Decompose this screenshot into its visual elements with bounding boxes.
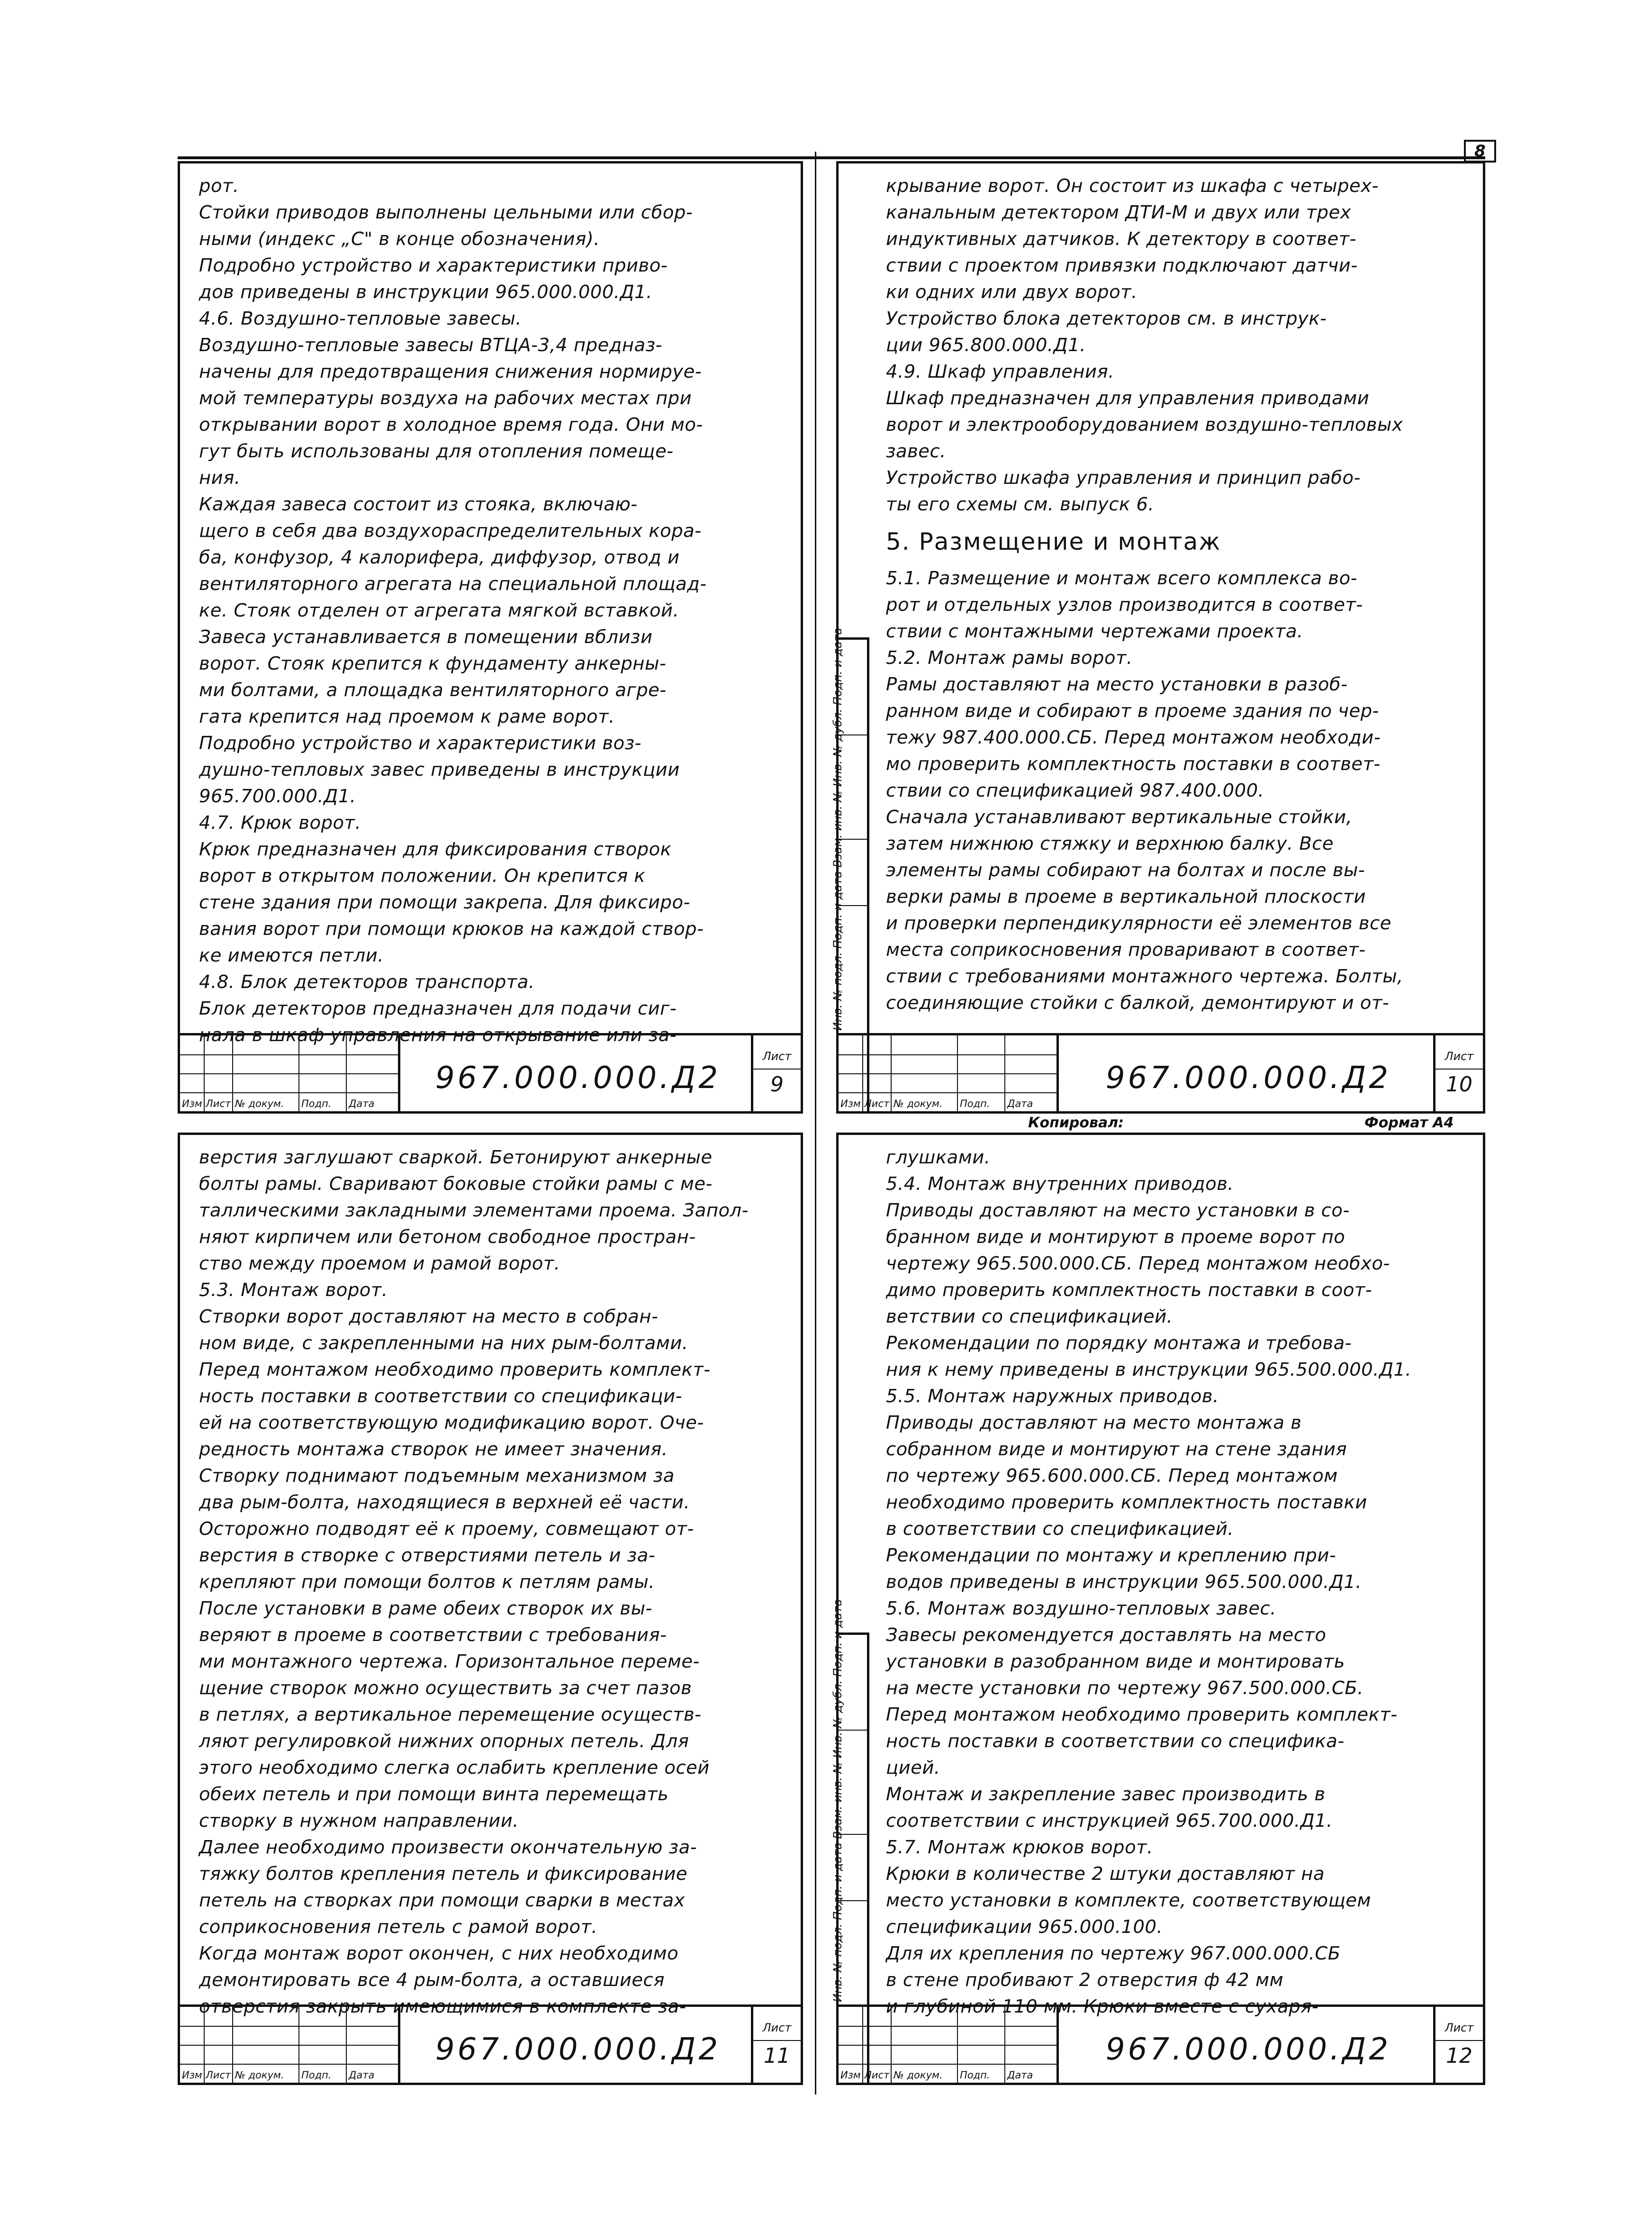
sheet-number: 12 xyxy=(1446,2044,1472,2068)
text-line: ность поставки в соответствии со спецификаци- xyxy=(199,1386,682,1407)
text-line: димо проверить комплектность поставки в соот- xyxy=(886,1279,1372,1301)
text-line: соприкосновения петель с рамой ворот. xyxy=(199,1916,598,1938)
text-line: Воздушно-тепловые завесы ВТЦА-3,4 предназ- xyxy=(199,335,662,356)
stamp-label-list: Лист xyxy=(206,1098,231,1109)
text-line: Рекомендации по монтажу и креплению при- xyxy=(886,1545,1336,1566)
text-line: в соответствии со спецификацией. xyxy=(886,1518,1234,1540)
text-line: этого необходимо слегка ослабить крепление осей xyxy=(199,1757,710,1778)
sheet-box xyxy=(1433,1035,1483,1111)
text-line: нала в шкаф управления на открывание или за- xyxy=(199,1025,677,1046)
text-line: ния. xyxy=(199,467,241,489)
text-line: ство между проемом и рамой ворот. xyxy=(199,1253,560,1274)
text-line: 965.700.000.Д1. xyxy=(199,786,356,807)
text-line: индуктивных датчиков. К детектору в соответ- xyxy=(886,228,1356,250)
text-line: Подробно устройство и характеристики приво- xyxy=(199,255,668,276)
text-line: и глубиной 110 мм. Крюки вместе с сухаря- xyxy=(886,1996,1319,2017)
text-line: элементы рамы собирают на болтах и после вы- xyxy=(886,860,1365,881)
text-line: Далее необходимо произвести окончательную за- xyxy=(199,1837,697,1858)
text-line: в петлях, а вертикальное перемещение осуществ- xyxy=(199,1704,702,1725)
text-line: 5.6. Монтаж воздушно-тепловых завес. xyxy=(886,1598,1276,1619)
text-line: 4.7. Крюк ворот. xyxy=(199,812,361,834)
sheet-label: Лист xyxy=(753,2021,801,2041)
stamp-label-sign: Подп. xyxy=(301,2069,332,2081)
text-line: обеих петель и при помощи винта перемещать xyxy=(199,1784,669,1805)
text-line: После установки в раме обеих створок их вы- xyxy=(199,1598,652,1619)
text-line: 5.5. Монтаж наружных приводов. xyxy=(886,1386,1219,1407)
stamp-label-sign: Подп. xyxy=(960,1098,990,1109)
stamp-label-date: Дата xyxy=(349,2069,375,2081)
text-line: в стене пробивают 2 отверстия ф 42 мм xyxy=(886,1969,1284,1991)
text-line: Перед монтажом необходимо проверить комплект- xyxy=(199,1359,711,1380)
text-line: Створки ворот доставляют на место в собран- xyxy=(199,1306,659,1327)
text-line: 4.6. Воздушно-тепловые завесы. xyxy=(199,308,522,329)
page-text xyxy=(199,1144,786,2017)
stamp-label-list: Лист xyxy=(864,1098,890,1109)
revision-grid xyxy=(839,1035,1059,1111)
text-line: канальным детектором ДТИ-М и двух или трех xyxy=(886,202,1352,223)
text-line: цией. xyxy=(886,1757,940,1778)
text-line: гата крепится над проемом к раме ворот. xyxy=(199,706,615,727)
sheet-box xyxy=(751,2007,801,2083)
text-line: Устройство блока детекторов см. в инструк- xyxy=(886,308,1327,329)
text-line: и проверки перпендикулярности её элементов все xyxy=(886,913,1391,934)
text-line: мо проверить комплектность поставки в соответ- xyxy=(886,753,1381,775)
document-number: 967.000.000.Д2 xyxy=(435,1061,721,1096)
text-line: ствии со спецификацией 987.400.000. xyxy=(886,780,1264,801)
text-line: верстия заглушают сваркой. Бетонируют анкерные xyxy=(199,1147,713,1168)
text-line: Монтаж и закрепление завес производить в xyxy=(886,1784,1326,1805)
text-line: гут быть использованы для отопления помеще- xyxy=(199,441,674,462)
text-line: 4.8. Блок детекторов транспорта. xyxy=(199,971,535,993)
page-sheet-9 xyxy=(178,161,803,1114)
text-line: ветствии со спецификацией. xyxy=(886,1306,1173,1327)
stamp-label-doc: № докум. xyxy=(235,1098,284,1109)
sheet-label: Лист xyxy=(1435,2021,1483,2041)
section-heading: 5. Размещение и монтаж xyxy=(886,528,1221,555)
text-line: стене здания при помощи закрепа. Для фиксиро- xyxy=(199,892,690,913)
sheet-label: Лист xyxy=(1435,1050,1483,1070)
sheet-number: 9 xyxy=(770,1072,784,1097)
text-line: створку в нужном направлении. xyxy=(199,1810,519,1832)
text-line: няют кирпичем или бетоном свободное простран- xyxy=(199,1226,696,1248)
text-line: щение створок можно осуществить за счет пазов xyxy=(199,1678,692,1699)
stamp-label-doc: № докум. xyxy=(894,1098,943,1109)
text-line: крепляют при помощи болтов к петлям рамы. xyxy=(199,1571,655,1593)
text-line: 5.4. Монтаж внутренних приводов. xyxy=(886,1173,1234,1195)
text-line: 5.2. Монтаж рамы ворот. xyxy=(886,647,1133,669)
center-divider xyxy=(815,152,816,2095)
stamp-label-sign: Подп. xyxy=(301,1098,332,1109)
text-line: Стойки приводов выполнены цельными или сбор- xyxy=(199,202,693,223)
text-line: рот. xyxy=(199,175,239,197)
text-line: верки рамы в проеме в вертикальной плоскости xyxy=(886,886,1366,907)
text-line: Перед монтажом необходимо проверить комплект- xyxy=(886,1704,1398,1725)
text-line: ными (индекс „С" в конце обозначения). xyxy=(199,228,600,250)
stamp-label-date: Дата xyxy=(1007,1098,1033,1109)
revision-grid xyxy=(180,2007,400,2083)
text-line: необходимо проверить комплектность поставки xyxy=(886,1492,1367,1513)
text-line: Крюки в количестве 2 штуки доставляют на xyxy=(886,1863,1325,1885)
document-number: 967.000.000.Д2 xyxy=(1105,2032,1391,2067)
text-line: ворот в открытом положении. Он крепится к xyxy=(199,865,646,887)
text-line: Приводы доставляют на место монтажа в xyxy=(886,1412,1302,1433)
stamp-labels xyxy=(180,2065,398,2081)
stamp-label-list: Лист xyxy=(206,2069,231,2081)
top-border-line xyxy=(178,156,1485,159)
text-line: таллическими закладными элементами проема. Запол- xyxy=(199,1200,749,1221)
text-line: ей на соответствующую модификацию ворот. Оче- xyxy=(199,1412,704,1433)
text-line: ке имеются петли. xyxy=(199,945,384,966)
stamp-label-doc: № докум. xyxy=(894,2069,943,2081)
text-line: ворот и электрооборудованием воздушно-тепловых xyxy=(886,414,1403,435)
text-line: Рамы доставляют на место установки в разоб- xyxy=(886,674,1348,695)
text-line: вентиляторного агрегата на специальной площад- xyxy=(199,573,707,595)
text-line: соответствии с инструкцией 965.700.000.Д1. xyxy=(886,1810,1333,1832)
text-line: водов приведены в инструкции 965.500.000.Д1. xyxy=(886,1571,1362,1593)
corner-page-number: 8 xyxy=(1464,140,1496,163)
stamp-label-izm: Изм xyxy=(840,1098,861,1109)
text-line: Блок детекторов предназначен для подачи сиг- xyxy=(199,998,677,1019)
text-line: петель на створках при помощи сварки в местах xyxy=(199,1890,685,1911)
page-sheet-11 xyxy=(178,1133,803,2085)
text-line: ке. Стояк отделен от агрегата мягкой вставкой. xyxy=(199,600,679,621)
text-line: ном виде, с закрепленными на них рым-болтами. xyxy=(199,1333,688,1354)
text-line: Подробно устройство и характеристики воз- xyxy=(199,733,642,754)
sheet-box xyxy=(751,1035,801,1111)
text-line: Когда монтаж ворот окончен, с них необходимо xyxy=(199,1943,679,1964)
revision-grid xyxy=(180,1035,400,1111)
text-line: тежу 987.400.000.СБ. Перед монтажом необходи- xyxy=(886,727,1381,748)
text-line: два рым-болта, находящиеся в верхней её части. xyxy=(199,1492,690,1513)
revision-grid xyxy=(839,2007,1059,2083)
text-line: ствии с проектом привязки подключают датчи- xyxy=(886,255,1358,276)
title-block xyxy=(839,2004,1483,2083)
page-sheet-10 xyxy=(831,161,1485,1114)
sheet-box xyxy=(1433,2007,1483,2083)
text-line: затем нижнюю стяжку и верхнюю балку. Все xyxy=(886,833,1334,854)
sheet-label: Лист xyxy=(753,1050,801,1070)
text-line: ствии с требованиями монтажного чертежа. Болты, xyxy=(886,966,1403,987)
title-block xyxy=(180,1033,801,1111)
text-line: крывание ворот. Он состоит из шкафа с четырех- xyxy=(886,175,1379,197)
text-line: на месте установки по чертежу 967.500.000.СБ. xyxy=(886,1678,1364,1699)
text-line: ранном виде и собирают в проеме здания по чер- xyxy=(886,700,1380,722)
stamp-label-izm: Изм xyxy=(182,1098,202,1109)
text-line: Осторожно подводят её к проему, совмещают от- xyxy=(199,1518,694,1540)
text-line: отверстия закрыть имеющимися в комплекте за- xyxy=(199,1996,686,2017)
text-line: ми монтажного чертежа. Горизонтальное переме- xyxy=(199,1651,700,1672)
text-line: верстия в створке с отверстиями петель и за- xyxy=(199,1545,656,1566)
title-block xyxy=(839,1033,1483,1111)
text-line: Шкаф предназначен для управления приводами xyxy=(886,388,1370,409)
document-number: 967.000.000.Д2 xyxy=(1105,1061,1391,1096)
sheet-number: 10 xyxy=(1446,1072,1472,1097)
text-line: ба, конфузор, 4 калорифера, диффузор, отвод и xyxy=(199,547,680,568)
document-number: 967.000.000.Д2 xyxy=(435,2032,721,2067)
side-labels: Инв. № подл. Подп. и дата Взам. инв. № Инв. № дубл. Подп. и дата xyxy=(831,627,844,1031)
text-line: спецификации 965.000.100. xyxy=(886,1916,1163,1938)
text-line: 4.9. Шкаф управления. xyxy=(886,361,1114,382)
text-line: глушками. xyxy=(886,1147,991,1168)
stamp-label-sign: Подп. xyxy=(960,2069,990,2081)
text-line: Для их крепления по чертежу 967.000.000.СБ xyxy=(886,1943,1341,1964)
text-line: 5.1. Размещение и монтаж всего комплекса во- xyxy=(886,568,1358,589)
page-sheet-12 xyxy=(831,1133,1485,2085)
text-line: ния к нему приведены в инструкции 965.500.000.Д1. xyxy=(886,1359,1412,1380)
text-line: ность поставки в соответствии со специфика- xyxy=(886,1731,1345,1752)
text-line: Крюк предназначен для фиксирования створок xyxy=(199,839,672,860)
text-line: по чертежу 965.600.000.СБ. Перед монтажом xyxy=(886,1465,1338,1487)
text-line: щего в себя два воздухораспределительных кора- xyxy=(199,520,702,542)
page-text xyxy=(199,173,786,1046)
text-line: Устройство шкафа управления и принцип рабо- xyxy=(886,467,1361,489)
title-block xyxy=(180,2004,801,2083)
text-line: начены для предотвращения снижения нормируе- xyxy=(199,361,702,382)
text-line: ляют регулировкой нижних опорных петель. Для xyxy=(199,1731,689,1752)
text-line: тяжку болтов крепления петель и фиксирование xyxy=(199,1863,688,1885)
sheet-number: 11 xyxy=(764,2044,790,2068)
text-line: бранном виде и монтируют в проеме ворот по xyxy=(886,1226,1345,1248)
stamp-label-date: Дата xyxy=(349,1098,375,1109)
text-line: ции 965.800.000.Д1. xyxy=(886,335,1086,356)
text-line: собранном виде и монтируют на стене здания xyxy=(886,1439,1347,1460)
stamp-labels xyxy=(839,1093,1056,1109)
text-line: 5.7. Монтаж крюков ворот. xyxy=(886,1837,1153,1858)
text-line: ты его схемы см. выпуск 6. xyxy=(886,494,1155,515)
text-line: места соприкосновения проваривают в соответ- xyxy=(886,939,1366,961)
text-line: болты рамы. Сваривают боковые стойки рамы с ме- xyxy=(199,1173,713,1195)
text-line: Завеса устанавливается в помещении вблизи xyxy=(199,626,653,648)
stamp-label-list: Лист xyxy=(864,2069,890,2081)
page-text xyxy=(886,173,1469,1012)
text-line: завес. xyxy=(886,441,946,462)
text-line: ми болтами, а площадка вентиляторного агре- xyxy=(199,680,667,701)
text-line: установки в разобранном виде и монтировать xyxy=(886,1651,1345,1672)
stamp-label-doc: № докум. xyxy=(235,2069,284,2081)
text-line: ворот. Стояк крепится к фундаменту анкерны- xyxy=(199,653,667,674)
side-labels: Инв. № подл. Подп. и дата Взам. инв. № Инв. № дубл. Подп. и дата xyxy=(831,1599,844,2002)
page-text xyxy=(886,1144,1469,2017)
stamp-labels xyxy=(839,2065,1056,2081)
text-line: Приводы доставляют на место установки в со- xyxy=(886,1200,1350,1221)
text-line: Рекомендации по порядку монтажа и требова- xyxy=(886,1333,1352,1354)
text-line: Каждая завеса состоит из стояка, включаю- xyxy=(199,494,638,515)
footer-copied: Копировал: xyxy=(1028,1115,1124,1131)
text-line: Сначала устанавливают вертикальные стойки, xyxy=(886,807,1353,828)
text-line: 5.3. Монтаж ворот. xyxy=(199,1279,388,1301)
text-line: ки одних или двух ворот. xyxy=(886,281,1137,303)
text-line: редность монтажа створок не имеет значения. xyxy=(199,1439,668,1460)
stamp-label-izm: Изм xyxy=(840,2069,861,2081)
text-line: душно-тепловых завес приведены в инструкции xyxy=(199,759,680,780)
text-line: мой температуры воздуха на рабочих местах при xyxy=(199,388,692,409)
text-line: чертежу 965.500.000.СБ. Перед монтажом необхо- xyxy=(886,1253,1390,1274)
text-line: вания ворот при помощи крюков на каждой створ- xyxy=(199,918,704,940)
text-line: демонтировать все 4 рым-болта, а оставшиеся xyxy=(199,1969,665,1991)
stamp-label-date: Дата xyxy=(1007,2069,1033,2081)
text-line: открывании ворот в холодное время года. Они мо- xyxy=(199,414,703,435)
footer-format: Формат А4 xyxy=(1364,1115,1454,1131)
text-line: дов приведены в инструкции 965.000.000.Д1. xyxy=(199,281,652,303)
stamp-label-izm: Изм xyxy=(182,2069,202,2081)
text-line: Завесы рекомендуется доставлять на место xyxy=(886,1624,1327,1646)
text-line: место установки в комплекте, соответствующем xyxy=(886,1890,1372,1911)
text-line: рот и отдельных узлов производится в соответ- xyxy=(886,594,1363,616)
text-line: соединяющие стойки с балкой, демонтируют и от- xyxy=(886,992,1390,1014)
text-line: Створку поднимают подъемным механизмом за xyxy=(199,1465,675,1487)
stamp-labels xyxy=(180,1093,398,1109)
text-line: веряют в проеме в соответствии с требования- xyxy=(199,1624,667,1646)
text-line: ствии с монтажными чертежами проекта. xyxy=(886,621,1303,642)
